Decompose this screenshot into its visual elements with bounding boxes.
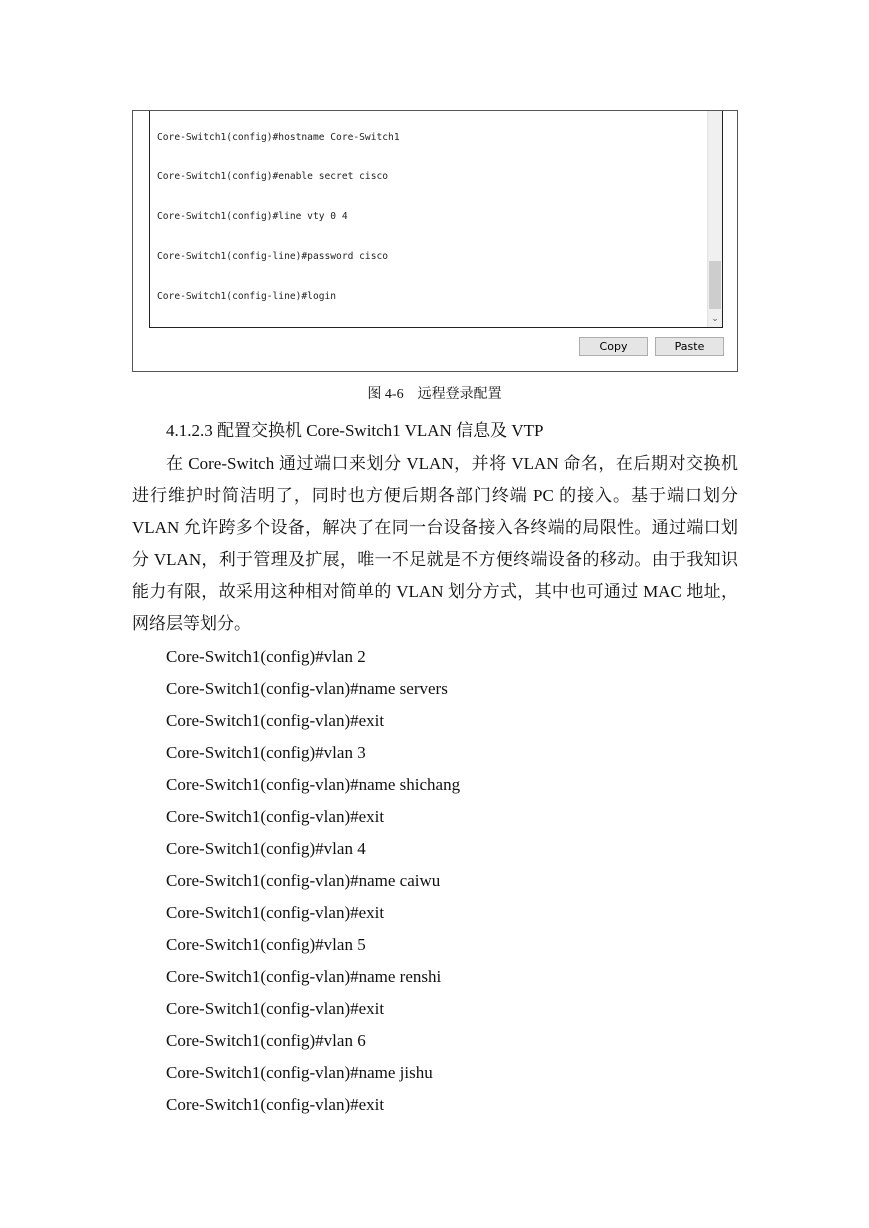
command-line: Core-Switch1(config)#vlan 4 — [166, 839, 366, 858]
command-line: Core-Switch1(config)#vlan 2 — [166, 647, 366, 666]
paragraph-line: 分 VLAN，利于管理及扩展，唯一不足就是不方便终端设备的移动。由于我知识 — [132, 550, 738, 569]
terminal-line: Core-Switch1(config-line)#password cisco — [157, 251, 389, 263]
command-line: Core-Switch1(config-vlan)#exit — [166, 807, 385, 826]
terminal-line: Core-Switch1(config)#enable secret cisco — [157, 171, 389, 183]
terminal-line: Core-Switch1(config)#hostname Core-Switch1 — [157, 131, 400, 143]
scroll-down-arrow-icon[interactable]: ⌄ — [711, 314, 719, 324]
section-heading: 4.1.2.3 配置交换机 Core-Switch1 VLAN 信息及 VTP — [166, 421, 544, 440]
command-line: Core-Switch1(config-vlan)#exit — [166, 711, 385, 730]
command-line: Core-Switch1(config-vlan)#exit — [166, 903, 385, 922]
command-line: Core-Switch1(config)#vlan 3 — [166, 743, 366, 762]
terminal-line: Core-Switch1(config)#line vty 0 4 — [157, 211, 348, 223]
paragraph-line: 能力有限，故采用这种相对简单的 VLAN 划分方式，其中也可通过 MAC 地址， — [132, 582, 738, 601]
command-line: Core-Switch1(config-vlan)#name renshi — [166, 967, 442, 986]
paragraph-line: VLAN 允许跨多个设备，解决了在同一台设备接入各终端的局限性。通过端口划 — [132, 518, 738, 537]
command-line: Core-Switch1(config)#vlan 6 — [166, 1031, 366, 1050]
terminal-line: Core-Switch1(config-line)#login — [157, 291, 337, 303]
command-line: Core-Switch1(config)#vlan 5 — [166, 935, 366, 954]
command-line: Core-Switch1(config-vlan)#exit — [166, 999, 385, 1018]
terminal-screenshot-figure — [132, 110, 738, 372]
paragraph-line: 网络层等划分。 — [132, 614, 251, 633]
copy-button[interactable]: Copy — [579, 337, 648, 356]
terminal-text — [157, 111, 704, 328]
command-line: Core-Switch1(config-vlan)#name servers — [166, 679, 448, 698]
scrollbar-thumb[interactable] — [709, 261, 721, 309]
paragraph-line: 在 Core-Switch 通过端口来划分 VLAN，并将 VLAN 命名，在后期对交换机 — [166, 454, 738, 473]
command-line: Core-Switch1(config-vlan)#name jishu — [166, 1063, 433, 1082]
command-line: Core-Switch1(config-vlan)#name caiwu — [166, 871, 441, 890]
command-line: Core-Switch1(config-vlan)#exit — [166, 1095, 385, 1114]
terminal-scrollbar[interactable] — [707, 111, 722, 327]
terminal-output — [149, 111, 723, 328]
paragraph-line: 进行维护时简洁明了，同时也方便后期各部门终端 PC 的接入。基于端口划分 — [132, 486, 738, 505]
command-line: Core-Switch1(config-vlan)#name shichang — [166, 775, 461, 794]
figure-caption: 图 4-6 远程登录配置 — [367, 387, 502, 402]
paste-button[interactable]: Paste — [655, 337, 724, 356]
